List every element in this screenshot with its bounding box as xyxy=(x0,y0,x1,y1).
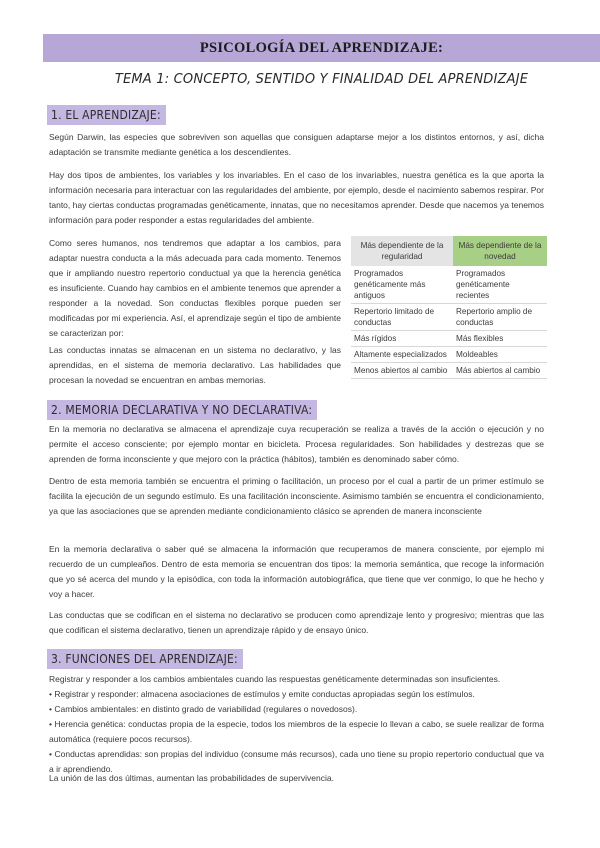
table-cell: Menos abiertos al cambio xyxy=(351,363,453,379)
document-title: PSICOLOGÍA DEL APRENDIZAJE: xyxy=(199,40,444,56)
topic-subtitle: TEMA 1: CONCEPTO, SENTIDO Y FINALIDAD DEL APRENDIZAJE xyxy=(114,72,529,87)
paragraph: En la memoria no declarativa se almacena el aprendizaje cuya recuperación se realiza a través de la acción o ejecución y no permite el acceso consciente; por ejemplo montar en bicicleta. Procesa regularidades. Son habilidades y destrezas que se aprenden de forma inconsciente y que mejoro con la práctica (hábitos), también es denominado saber cómo. xyxy=(49,424,544,464)
section-heading-memoria: 2. MEMORIA DECLARATIVA Y NO DECLARATIVA: xyxy=(47,400,317,420)
paragraph: Como seres humanos, nos tendremos que adaptar a los cambios, para adaptar nuestra conducta a la más adecuada para cada momento. Tenemos que ir ampliando nuestro repertorio conductual ya que la herencia genética es insuficiente. Cuando hay cambios en el ambiente tenemos que aprender a responder a la novedad. Son conductas flexibles porque pueden ser modificadas por mi experiencia. Así, el aprendizaje según el tipo de ambiente se caracterizan por: xyxy=(49,238,341,338)
section-heading-aprendizaje: 1. EL APRENDIZAJE: xyxy=(47,105,166,125)
table-row xyxy=(351,331,547,347)
table-cell: Repertorio limitado de conductas xyxy=(351,304,453,331)
paragraph: Las conductas innatas se almacenan en un sistema no declarativo, y las aprendidas, en el sistema de memoria declarativo. Las habilidades que procesan la novedad se encuentran en ambas memorias. xyxy=(49,345,341,385)
table-cell: Repertorio amplio de conductas xyxy=(453,304,547,331)
list-item: • Registrar y responder: almacena asociaciones de estímulos y emite conductas apropiadas según los estímulos. xyxy=(49,689,475,699)
list-item: • Cambios ambientales: en distinto grado de variabilidad (regulares o novedosos). xyxy=(49,704,358,714)
table-cell: Altamente especializados xyxy=(351,347,453,363)
paragraph: Las conductas que se codifican en el sistema no declarativo se producen como aprendizaje lento y progresivo; mientras que las que codifican el sistema declarativo, tienen un aprendizaje rápido y de ensayo único. xyxy=(49,610,544,635)
comparison-table xyxy=(351,236,547,379)
table-cell: Programados genéticamente más antiguos xyxy=(351,266,453,304)
paragraph: Registrar y responder a los cambios ambientales cuando las respuestas genéticamente determinadas son insuficientes. xyxy=(49,674,501,684)
table-row xyxy=(351,266,547,304)
table-header-regularity: Más dependiente de la regularidad xyxy=(351,236,453,266)
table-cell: Moldeables xyxy=(453,347,547,363)
table-cell: Más rígidos xyxy=(351,331,453,347)
table-cell: Programados genéticamente recientes xyxy=(453,266,547,304)
table-cell: Más flexibles xyxy=(453,331,547,347)
paragraph: Dentro de esta memoria también se encuentra el priming o facilitación, un proceso por el cual a partir de un primer estímulo se facilita la ejecución de un segundo estímulo. Es una facilitación inconsciente. Asimismo también se encuentra el condicionamiento, ya que las asociaciones que se aprenden mediante condicionamiento clásico se aprenden de manera inconsciente xyxy=(49,476,544,516)
list-item: • Herencia genética: conductas propia de la especie, todos los miembros de la especie lo llevan a cabo, se suele realizar de forma automática (requiere pocos recursos). xyxy=(49,719,544,744)
table-row xyxy=(351,347,547,363)
section-heading-funciones: 3. FUNCIONES DEL APRENDIZAJE: xyxy=(47,649,243,669)
table-row xyxy=(351,363,547,379)
table-header-novelty: Más dependiente de la novedad xyxy=(453,236,547,266)
paragraph: Según Darwin, las especies que sobreviven son aquellas que consiguen adaptarse mejor a los distintos entornos, y así, dicha adaptación se transmite mediante genética a los descendientes. xyxy=(49,132,544,157)
table-row xyxy=(351,304,547,331)
paragraph: En la memoria declarativa o saber qué se almacena la información que recuperamos de manera consciente, por ejemplo mi recuerdo de un cumpleaños. Dentro de esta memoria se encuentran dos tipos: la memoria semántica, que recoge la información que yo sé acerca del mundo y la episódica, con toda la información autobiográfica, que tiene que ver conmigo, lo que he hecho y voy a hacer. xyxy=(49,544,544,599)
paragraph: La unión de las dos últimas, aumentan las probabilidades de supervivencia. xyxy=(49,773,334,783)
list-item: • Conductas aprendidas: son propias del individuo (consume más recursos), cada uno tiene su propio repertorio conductual que va a ir aprendiendo. xyxy=(49,749,544,774)
paragraph: Hay dos tipos de ambientes, los variables y los invariables. En el caso de los invariables, nuestra genética es la que aporta la información necesaria para interactuar con las regularidades del ambiente, por ejemplo, desde el nacimiento sabemos respirar. Por tanto, hay ciertas conductas programadas genéticamente, innatas, que no necesitamos aprender. Desde que nacemos ya tenemos información para poder responder a estas regularidades del ambiente. xyxy=(49,170,544,225)
table-cell: Más abiertos al cambio xyxy=(453,363,547,379)
